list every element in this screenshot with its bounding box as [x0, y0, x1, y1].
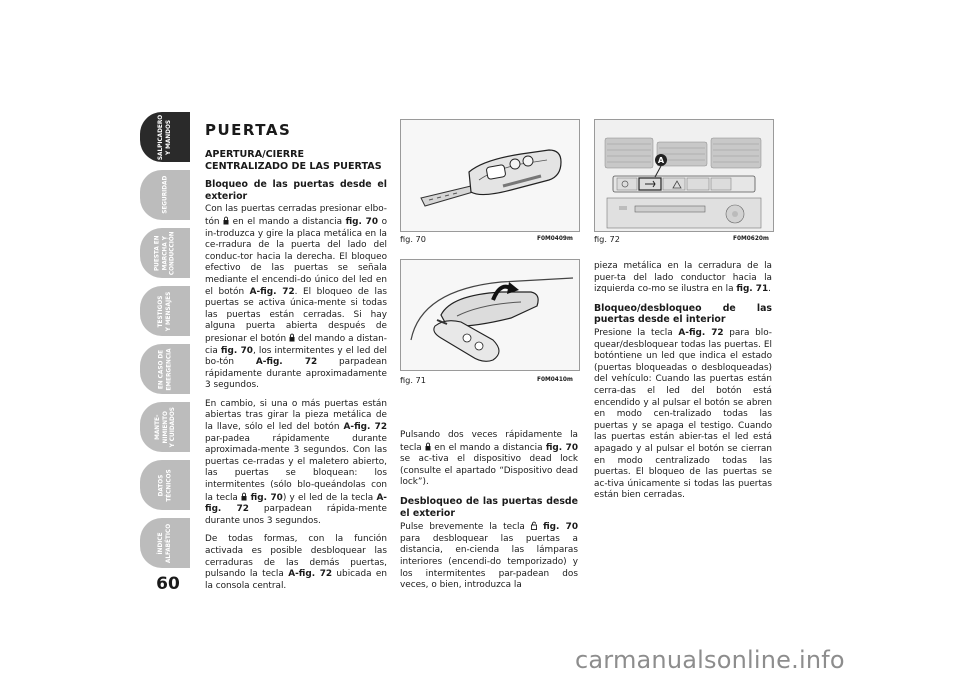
- figure-72: [594, 119, 774, 232]
- tab-label: EN CASO DE EMERGENCIA: [156, 347, 172, 391]
- text: parpadean rápidamente durante aproximadamente 3 segundos.: [205, 357, 387, 391]
- callout-a: A: [657, 156, 665, 165]
- text: De todas formas, con la función activada es posible desbloquear las cerraduras de las demás puertas, pulsando la tecla: [205, 534, 387, 580]
- tab-emergencia[interactable]: [140, 344, 190, 394]
- paragraph: [400, 430, 578, 489]
- text: Presione la tecla: [594, 327, 679, 338]
- fig-ref: fig. 71: [736, 284, 769, 295]
- paragraph: [205, 204, 387, 392]
- tab-label: TESTIGOS Y MENSAJES: [156, 291, 172, 331]
- text: . El bloqueo de las puertas se activa única-mente si todas las puertas están cerradas. Si hay alguna puerta abierta después de presionar el botón: [205, 286, 388, 344]
- tab-label: ÍNDICE ALFABÉTICO: [156, 523, 172, 563]
- tab-label: DATOS TÉCNICOS: [156, 468, 172, 502]
- text: se ac-tiva el dispositivo dead lock (consulte el apartado “Dispositivo dead lock”).: [400, 454, 578, 488]
- figure-71: [400, 259, 580, 371]
- text: para desbloquear las puertas a distancia, en-cienda las lámparas interiores (encendi-do temporizado) y los intermitentes par-padean dos veces, o bien, introduzca la: [400, 533, 578, 591]
- page-title: PUERTAS: [205, 121, 292, 139]
- tab-testigos[interactable]: [140, 286, 190, 336]
- page-number: 60: [156, 574, 180, 594]
- fig-ref: fig. 70: [536, 522, 578, 533]
- fig-ref: fig. 70: [247, 492, 283, 503]
- fig-ref: fig. 70: [345, 216, 379, 227]
- text: par-padea rápidamente durante aproximada-mente 3 segundos. Con las puertas ce-rradas y el maletero abierto, las puertas se bloquean: los intermitentes (sólo blo-queándolas con la tecla: [205, 433, 387, 503]
- figure-code: F0M0410m: [537, 377, 573, 383]
- fig-ref: A-fig. 72: [249, 286, 295, 297]
- text: ) y el led de la tecla: [282, 492, 377, 503]
- tab-mantenimiento[interactable]: [140, 402, 190, 452]
- subheading-bloqueo-interior: Bloqueo/desbloqueo de las puertas desde el interior: [594, 302, 772, 326]
- fig-ref: fig. 70: [545, 442, 578, 453]
- subheading-bloqueo-exterior: Bloqueo de las puertas desde el exterior: [205, 179, 387, 202]
- remote-key-icon: [401, 120, 579, 231]
- tab-label: SEGURIDAD: [160, 175, 169, 215]
- text: En cambio, si una o más puertas están abiertas tras girar la pieza metálica de la llave, sólo el led del botón: [205, 398, 387, 433]
- tab-datos-tecnicos[interactable]: [140, 460, 190, 510]
- paragraph: [594, 328, 772, 502]
- section-heading: APERTURA/CIERRE CENTRALIZADO DE LAS PUERTAS: [205, 149, 382, 172]
- text: parpadean rápida-mente durante unos 3 segundos.: [205, 504, 387, 526]
- figure-label: fig. 71: [400, 375, 426, 385]
- tab-puesta-en-marcha[interactable]: [140, 228, 190, 278]
- tab-salpicadero[interactable]: [140, 112, 190, 162]
- text: Pulsando dos veces rápidamente la tecla: [400, 430, 578, 453]
- column-2: [400, 430, 578, 599]
- paragraph: [400, 521, 578, 592]
- column-1: [205, 121, 387, 599]
- figure-70: [400, 119, 580, 232]
- figure-label: fig. 70: [400, 234, 426, 244]
- figure-label: fig. 72: [594, 234, 620, 244]
- console-icon: [595, 120, 773, 231]
- text: , los intermitentes y el led del bo-tón: [205, 345, 388, 368]
- text: Pulse brevemente la tecla: [400, 522, 531, 533]
- text: .: [768, 284, 771, 295]
- text: para blo-quear/desbloquear todas las puertas. El botóntiene un led que indica el estado (puertas bloqueadas o desbloqueadas) del vehículo: Cuando las puertas están cerra-das el led del botón está encendido y al pulsar el botón se abren en modo cen-tralizado todas las puertas y se apaga el testigo. Cuando las puertas están abier-tas el led está apagado y al pulsar el botón se cierran en modo centralizado todas las puertas. El bloqueo de las puertas se ac-tiva únicamente si todas las puertas están bien cerradas.: [594, 327, 773, 501]
- text: Con las puertas cerradas presionar elbo-tón: [205, 204, 387, 227]
- tab-label: PUESTA EN MARCHA Y CONDUCCIÓN: [152, 231, 176, 275]
- fig-ref: A-fig. 72: [678, 327, 724, 338]
- paragraph: [205, 399, 387, 528]
- text: en el mando a distancia: [229, 216, 346, 227]
- fig-ref: A-fig. 72: [343, 422, 388, 433]
- tab-label: MANTE- NIMIENTO Y CUIDADOS: [152, 406, 176, 448]
- fig-ref: fig. 70: [220, 345, 253, 356]
- tab-indice[interactable]: [140, 518, 190, 568]
- section-sidebar: [140, 112, 190, 570]
- text: del mando a distan-cia: [205, 333, 387, 356]
- paragraph: [205, 534, 387, 592]
- column-3: [594, 261, 772, 509]
- figure-code: F0M0409m: [537, 236, 573, 242]
- subheading-desbloqueo-exterior: Desbloqueo de las puertas desde el exterior: [400, 495, 578, 519]
- paragraph: [594, 261, 772, 296]
- text: en el mando a distancia: [430, 442, 546, 453]
- text: o in-troduzca y gire la placa metálica en la ce-rradura de la puerta del lado del conduc-tor hacia la derecha. El bloqueo efectivo de las puertas se señala mediante el encendi-do único del led en el botón: [205, 216, 387, 297]
- fig-ref: A-fig. 72: [255, 357, 318, 368]
- text: pieza metálica en la cerradura de la puer-ta del lado conductor hacia la izquierda co-mo se ilustra en la: [594, 261, 772, 295]
- fig-ref: A-fig. 72: [288, 569, 333, 580]
- fig-ref: A-fig. 72: [205, 492, 387, 515]
- tab-seguridad[interactable]: [140, 170, 190, 220]
- figure-code: F0M0620m: [733, 236, 769, 242]
- watermark: carmanualsonline.info: [575, 646, 845, 674]
- text: ubicada en la consola central.: [205, 569, 387, 591]
- tab-label: SALPICADERO Y MANDOS: [156, 114, 172, 160]
- door-handle-icon: [401, 260, 579, 370]
